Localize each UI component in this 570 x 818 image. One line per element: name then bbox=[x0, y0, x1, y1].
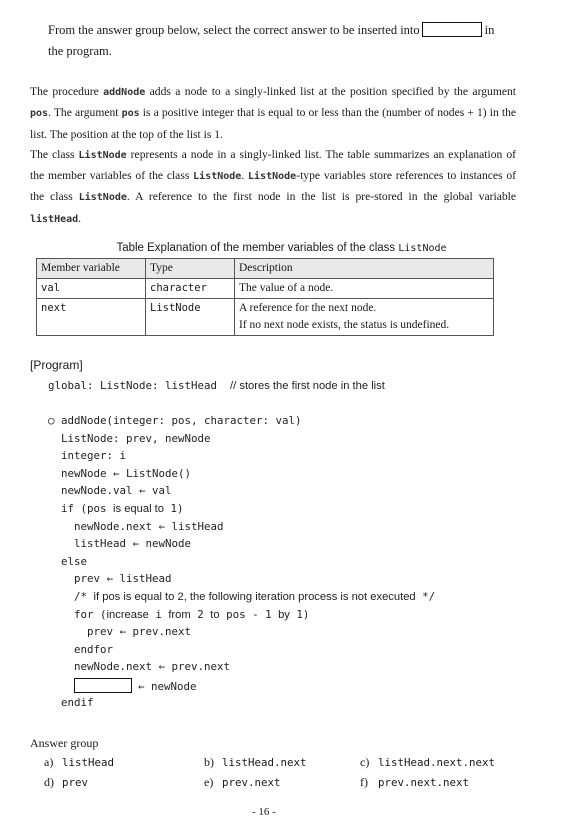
answer-value: prev bbox=[62, 776, 89, 789]
table-header-cell: Member variable bbox=[37, 259, 146, 279]
answer-letter: e) bbox=[204, 775, 214, 789]
code-line bbox=[61, 555, 87, 568]
description-paragraph-1 bbox=[30, 82, 516, 145]
code-text: 2 bbox=[190, 607, 211, 621]
description bbox=[30, 82, 516, 230]
paragraph-text: The procedure bbox=[30, 85, 104, 98]
page-number: - 16 - bbox=[252, 806, 276, 818]
code-text: listHead ← newNode bbox=[74, 537, 192, 551]
code-text: */ bbox=[415, 590, 436, 603]
paragraph-text: . bbox=[241, 169, 249, 183]
answer-option bbox=[44, 775, 88, 790]
question-text: From the answer group below, select the correct answer to be inserted into bbox=[48, 23, 420, 37]
table-cell-var: next bbox=[37, 299, 146, 336]
answer-letter: f) bbox=[360, 775, 368, 789]
paragraph-text: . A reference to the first node in the list is pre-stored in the global variable bbox=[126, 190, 517, 204]
code-text: endfor bbox=[74, 642, 114, 656]
code-text: ← newNode bbox=[138, 680, 197, 693]
code-text: ListNode: prev, newNode bbox=[61, 431, 211, 445]
code-line bbox=[74, 520, 224, 533]
code-text: newNode ← ListNode() bbox=[61, 466, 192, 480]
inline-code: ListNode bbox=[78, 149, 127, 161]
answer-option bbox=[204, 755, 307, 770]
code-text: pos - 1 bbox=[219, 607, 279, 621]
answer-letter: a) bbox=[44, 755, 54, 769]
code-line bbox=[74, 572, 172, 585]
answer-letter: b) bbox=[204, 755, 214, 769]
code-text: newNode.next ← prev.next bbox=[74, 660, 231, 674]
answer-value: listHead.next.next bbox=[378, 756, 496, 769]
code-line bbox=[61, 432, 211, 445]
code-text: else bbox=[61, 554, 88, 568]
code-comment: if pos is equal to 2, the following iteration process is not executed bbox=[93, 591, 416, 603]
table-header-row bbox=[37, 259, 494, 279]
question-intro bbox=[48, 20, 518, 62]
code-text: /* bbox=[74, 590, 94, 603]
table-cell-desc: The value of a node. bbox=[235, 279, 494, 299]
code-text: 1) bbox=[164, 502, 184, 515]
code-line bbox=[61, 502, 184, 515]
code-comment: is equal to bbox=[113, 503, 165, 515]
table-row bbox=[37, 299, 494, 336]
answer-option bbox=[204, 775, 281, 790]
answer-option bbox=[360, 755, 495, 770]
inline-code: ListNode bbox=[248, 171, 297, 183]
code-text: prev ← prev.next bbox=[87, 625, 192, 639]
table-cell-type: character bbox=[146, 279, 235, 299]
paragraph-text: adds a node to a singly-linked list at the position specified by the argument bbox=[145, 85, 517, 98]
answer-letter: d) bbox=[44, 775, 54, 789]
table-cell-var: val bbox=[37, 279, 146, 299]
code-line bbox=[74, 590, 435, 603]
inline-code: ListNode bbox=[193, 171, 242, 183]
inline-code: ListNode bbox=[78, 192, 127, 204]
answer-value: listHead.next bbox=[222, 756, 307, 769]
table-cell-type: ListNode bbox=[146, 299, 235, 336]
code-line bbox=[74, 643, 113, 656]
code-text: newNode.val ← val bbox=[61, 484, 172, 498]
code-line bbox=[74, 660, 230, 673]
table-header-cell: Description bbox=[235, 259, 494, 279]
program-global-line: global: ListNode: listHead // stores the first node in the list bbox=[48, 379, 385, 392]
code-text: newNode.next ← listHead bbox=[74, 519, 224, 533]
question-suffix: in bbox=[484, 23, 495, 37]
inline-code: addNode bbox=[103, 87, 146, 98]
code-text: for ( bbox=[74, 607, 107, 621]
code-line bbox=[61, 484, 172, 497]
paragraph-text: represents a node in a singly-linked list. The table summarizes an explanation of the member variables of the class bbox=[30, 147, 516, 183]
answer-value: prev.next.next bbox=[378, 776, 470, 789]
code-comment: from bbox=[168, 608, 191, 621]
code-text: i bbox=[148, 607, 169, 621]
code-line bbox=[74, 678, 197, 693]
description-paragraph-2 bbox=[30, 145, 516, 230]
paragraph-text: . bbox=[78, 211, 82, 225]
code-line bbox=[74, 608, 309, 621]
paragraph-text: is a positive integer that is equal to or less than the (number of nodes + 1) in the list. The position at the top of the list is 1. bbox=[30, 106, 517, 141]
code-text: prev ← listHead bbox=[74, 572, 172, 586]
table-header-cell: Type bbox=[146, 259, 235, 279]
code-line bbox=[61, 696, 94, 709]
member-variables-table bbox=[36, 258, 494, 336]
table-row bbox=[37, 279, 494, 299]
code-text: ○ addNode(integer: pos, character: val) bbox=[48, 414, 302, 427]
question-text-line2: the program. bbox=[48, 44, 112, 58]
answer-value: listHead bbox=[62, 756, 115, 769]
code-line bbox=[61, 449, 126, 462]
answer-blank bbox=[74, 678, 132, 693]
code-text: 1) bbox=[289, 607, 310, 621]
inline-code: pos bbox=[121, 108, 140, 120]
table-caption: Table Explanation of the member variables of the class ListNode bbox=[116, 242, 447, 254]
answer-value: prev.next bbox=[222, 776, 281, 789]
answer-letter: c) bbox=[360, 755, 370, 769]
code-line bbox=[61, 467, 191, 480]
table-cell-desc: A reference for the next node. If no next node exists, the status is undefined. bbox=[235, 299, 494, 336]
code-line bbox=[48, 414, 302, 427]
inline-code: listHead bbox=[30, 213, 79, 225]
paragraph-text: . The argument bbox=[48, 106, 122, 120]
code-comment: by bbox=[278, 608, 290, 621]
code-line bbox=[74, 537, 191, 550]
code-comment: increase bbox=[106, 608, 149, 621]
code-comment: to bbox=[210, 608, 220, 621]
paragraph-text: The class bbox=[30, 147, 79, 161]
code-line bbox=[87, 625, 191, 638]
program-label: [Program] bbox=[30, 358, 83, 372]
answer-blank bbox=[422, 22, 482, 37]
code-text: endif bbox=[61, 695, 94, 709]
code-text: integer: i bbox=[61, 449, 127, 463]
paragraph-text: -type variables store references to instances of the class bbox=[30, 169, 517, 204]
answer-option bbox=[44, 755, 114, 770]
code-text: if (pos bbox=[61, 502, 114, 515]
inline-code: pos bbox=[30, 108, 49, 120]
answer-option bbox=[360, 775, 469, 790]
answer-group-label: Answer group bbox=[30, 736, 99, 750]
